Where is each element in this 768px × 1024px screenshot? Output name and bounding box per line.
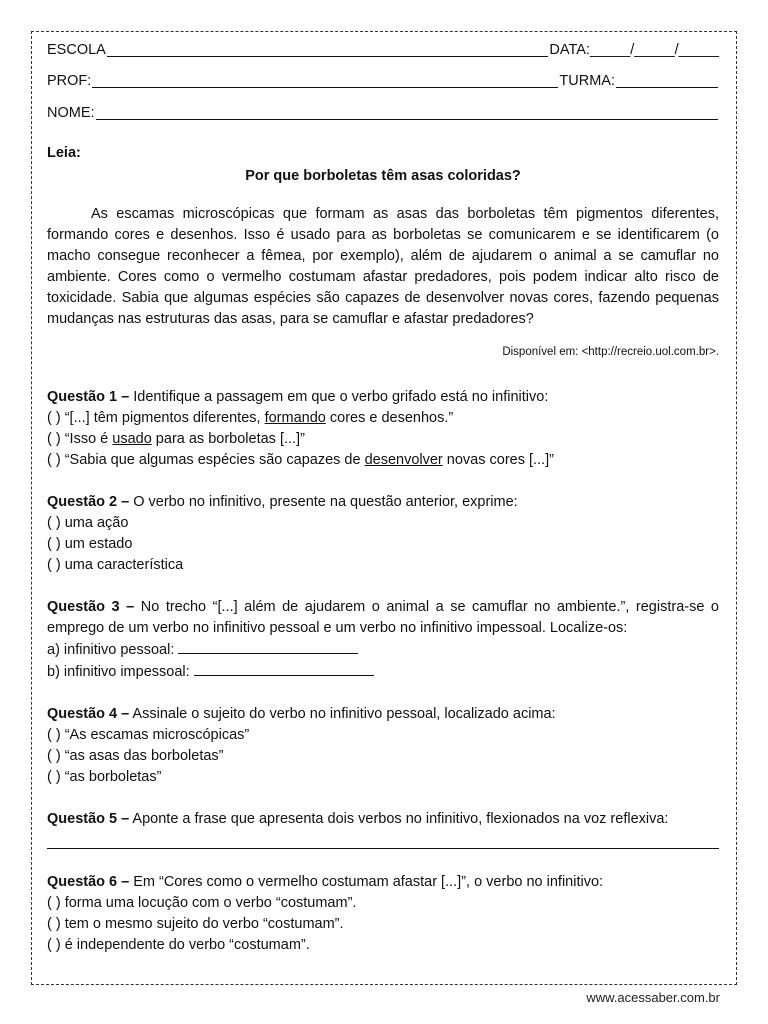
option-text: é independente do verbo “costumam”. [60, 937, 310, 953]
question-3-prompt [47, 597, 719, 639]
question-3-answer-a [47, 639, 719, 661]
question-2-option-1[interactable] [47, 513, 719, 534]
turma-label: TURMA: [559, 73, 615, 89]
option-text: um estado [60, 536, 133, 552]
question-4-prompt [47, 704, 719, 725]
option-text: para as borboletas [...]” [151, 431, 305, 447]
question-2-option-3[interactable] [47, 555, 719, 576]
question-1-prompt [47, 387, 719, 408]
option-checkbox[interactable]: ( ) [47, 916, 61, 932]
question-2-label: Questão 2 – [47, 494, 130, 510]
option-text: forma uma locução com o verbo “costumam”. [60, 895, 357, 911]
question-3-answer-b [47, 661, 719, 683]
question-6-text: Em “Cores como o vermelho costumam afastar [...]”, o verbo no infinitivo: [129, 874, 604, 890]
question-6-option-3[interactable] [47, 935, 719, 956]
option-text: uma ação [60, 515, 129, 531]
question-3 [47, 597, 719, 683]
question-4-text: Assinale o sujeito do verbo no infinitivo pessoal, localizado acima: [129, 706, 556, 722]
question-5-prompt [47, 809, 719, 830]
option-text: tem o mesmo sujeito do verbo “costumam”. [60, 916, 344, 932]
question-6-option-2[interactable] [47, 914, 719, 935]
answer-a-field[interactable] [178, 639, 358, 654]
question-5 [47, 809, 719, 849]
option-text: uma característica [60, 557, 184, 573]
reading-intro: Leia: [47, 145, 81, 161]
question-4-label: Questão 4 – [47, 706, 130, 722]
option-checkbox[interactable]: ( ) [47, 727, 61, 743]
answer-b-label: b) infinitivo impessoal: [47, 664, 194, 680]
school-row [47, 40, 719, 61]
question-1 [47, 387, 719, 471]
reading-title: Por que borboletas têm asas coloridas? [245, 168, 521, 184]
question-5-text: Aponte a frase que apresenta dois verbos no infinitivo, flexionados na voz reflexiva: [129, 811, 669, 827]
teacher-row [47, 71, 719, 92]
option-checkbox[interactable]: ( ) [47, 769, 61, 785]
question-3-label: Questão 3 – [47, 599, 135, 615]
option-text: “[...] têm pigmentos diferentes, [60, 410, 265, 426]
name-row [47, 103, 719, 124]
option-checkbox[interactable]: ( ) [47, 748, 61, 764]
question-1-option-1[interactable] [47, 408, 719, 429]
question-2-option-2[interactable] [47, 534, 719, 555]
question-2-prompt [47, 492, 719, 513]
option-checkbox[interactable]: ( ) [47, 536, 61, 552]
option-text: “as asas das borboletas” [60, 748, 224, 764]
option-text: “Sabia que algumas espécies são capazes de [60, 452, 365, 468]
option-text: “Isso é [60, 431, 113, 447]
footer-url[interactable]: www.acessaber.com.br [586, 990, 720, 1005]
question-4-option-3[interactable] [47, 767, 719, 788]
data-label: DATA: [549, 42, 590, 58]
underlined-verb: usado [112, 431, 152, 447]
question-1-text: Identifique a passagem em que o verbo grifado está no infinitivo: [129, 389, 549, 405]
question-6 [47, 872, 719, 956]
escola-label: ESCOLA [47, 42, 106, 58]
question-3-text: No trecho “[...] além de ajudarem o animal a se camuflar no ambiente.”, registra-se o emprego de um verbo no infinitivo pessoal e um verbo no infinitivo impessoal. Localize-os: [47, 599, 719, 636]
underlined-verb: formando [264, 410, 326, 426]
question-4-option-1[interactable] [47, 725, 719, 746]
option-checkbox[interactable]: ( ) [47, 557, 61, 573]
option-checkbox[interactable]: ( ) [47, 452, 61, 468]
question-1-option-2[interactable] [47, 429, 719, 450]
option-text: novas cores [...]” [442, 452, 554, 468]
question-5-answer-line[interactable] [47, 832, 719, 849]
underlined-verb: desenvolver [364, 452, 443, 468]
date-field[interactable]: _____/_____/_____ [589, 42, 719, 58]
worksheet [47, 40, 719, 956]
option-text: cores e desenhos.” [325, 410, 454, 426]
option-checkbox[interactable]: ( ) [47, 431, 61, 447]
question-6-prompt [47, 872, 719, 893]
question-4-option-2[interactable] [47, 746, 719, 767]
question-4 [47, 704, 719, 788]
answer-b-field[interactable] [194, 661, 374, 676]
question-5-label: Questão 5 – [47, 811, 130, 827]
option-checkbox[interactable]: ( ) [47, 895, 61, 911]
reading-source: Disponível em: <http://recreio.uol.com.br>. [502, 346, 719, 358]
option-checkbox[interactable]: ( ) [47, 410, 61, 426]
question-1-option-3[interactable] [47, 450, 719, 471]
nome-field[interactable] [96, 103, 718, 120]
question-6-option-1[interactable] [47, 893, 719, 914]
answer-a-label: a) infinitivo pessoal: [47, 642, 179, 658]
question-6-label: Questão 6 – [47, 874, 130, 890]
turma-field[interactable] [616, 71, 718, 88]
option-text: “As escamas microscópicas” [60, 727, 250, 743]
option-text: “as borboletas” [60, 769, 162, 785]
prof-field[interactable] [92, 71, 558, 88]
option-checkbox[interactable]: ( ) [47, 937, 61, 953]
prof-label: PROF: [47, 73, 92, 89]
question-2 [47, 492, 719, 576]
nome-label: NOME: [47, 105, 95, 121]
question-2-text: O verbo no infinitivo, presente na questão anterior, exprime: [129, 494, 518, 510]
question-1-label: Questão 1 – [47, 389, 130, 405]
option-checkbox[interactable]: ( ) [47, 515, 61, 531]
reading-paragraph: As escamas microscópicas que formam as asas das borboletas têm pigmentos diferentes, formando cores e desenhos. Isso é usado para as borboletas se comunicarem e se identificarem (o macho consegue reconhecer a fêmea, por exemplo), além de ajudarem o animal a se camuflar no ambiente. Cores como o vermelho costumam afastar predadores, pois podem indicar alto risco de toxicidade. Sabia que algumas espécies são capazes de desenvolver novas cores, fazendo pequenas mudanças nas estruturas das asas, para se camuflar e afastar predadores? [47, 206, 719, 327]
escola-field[interactable] [107, 40, 549, 57]
